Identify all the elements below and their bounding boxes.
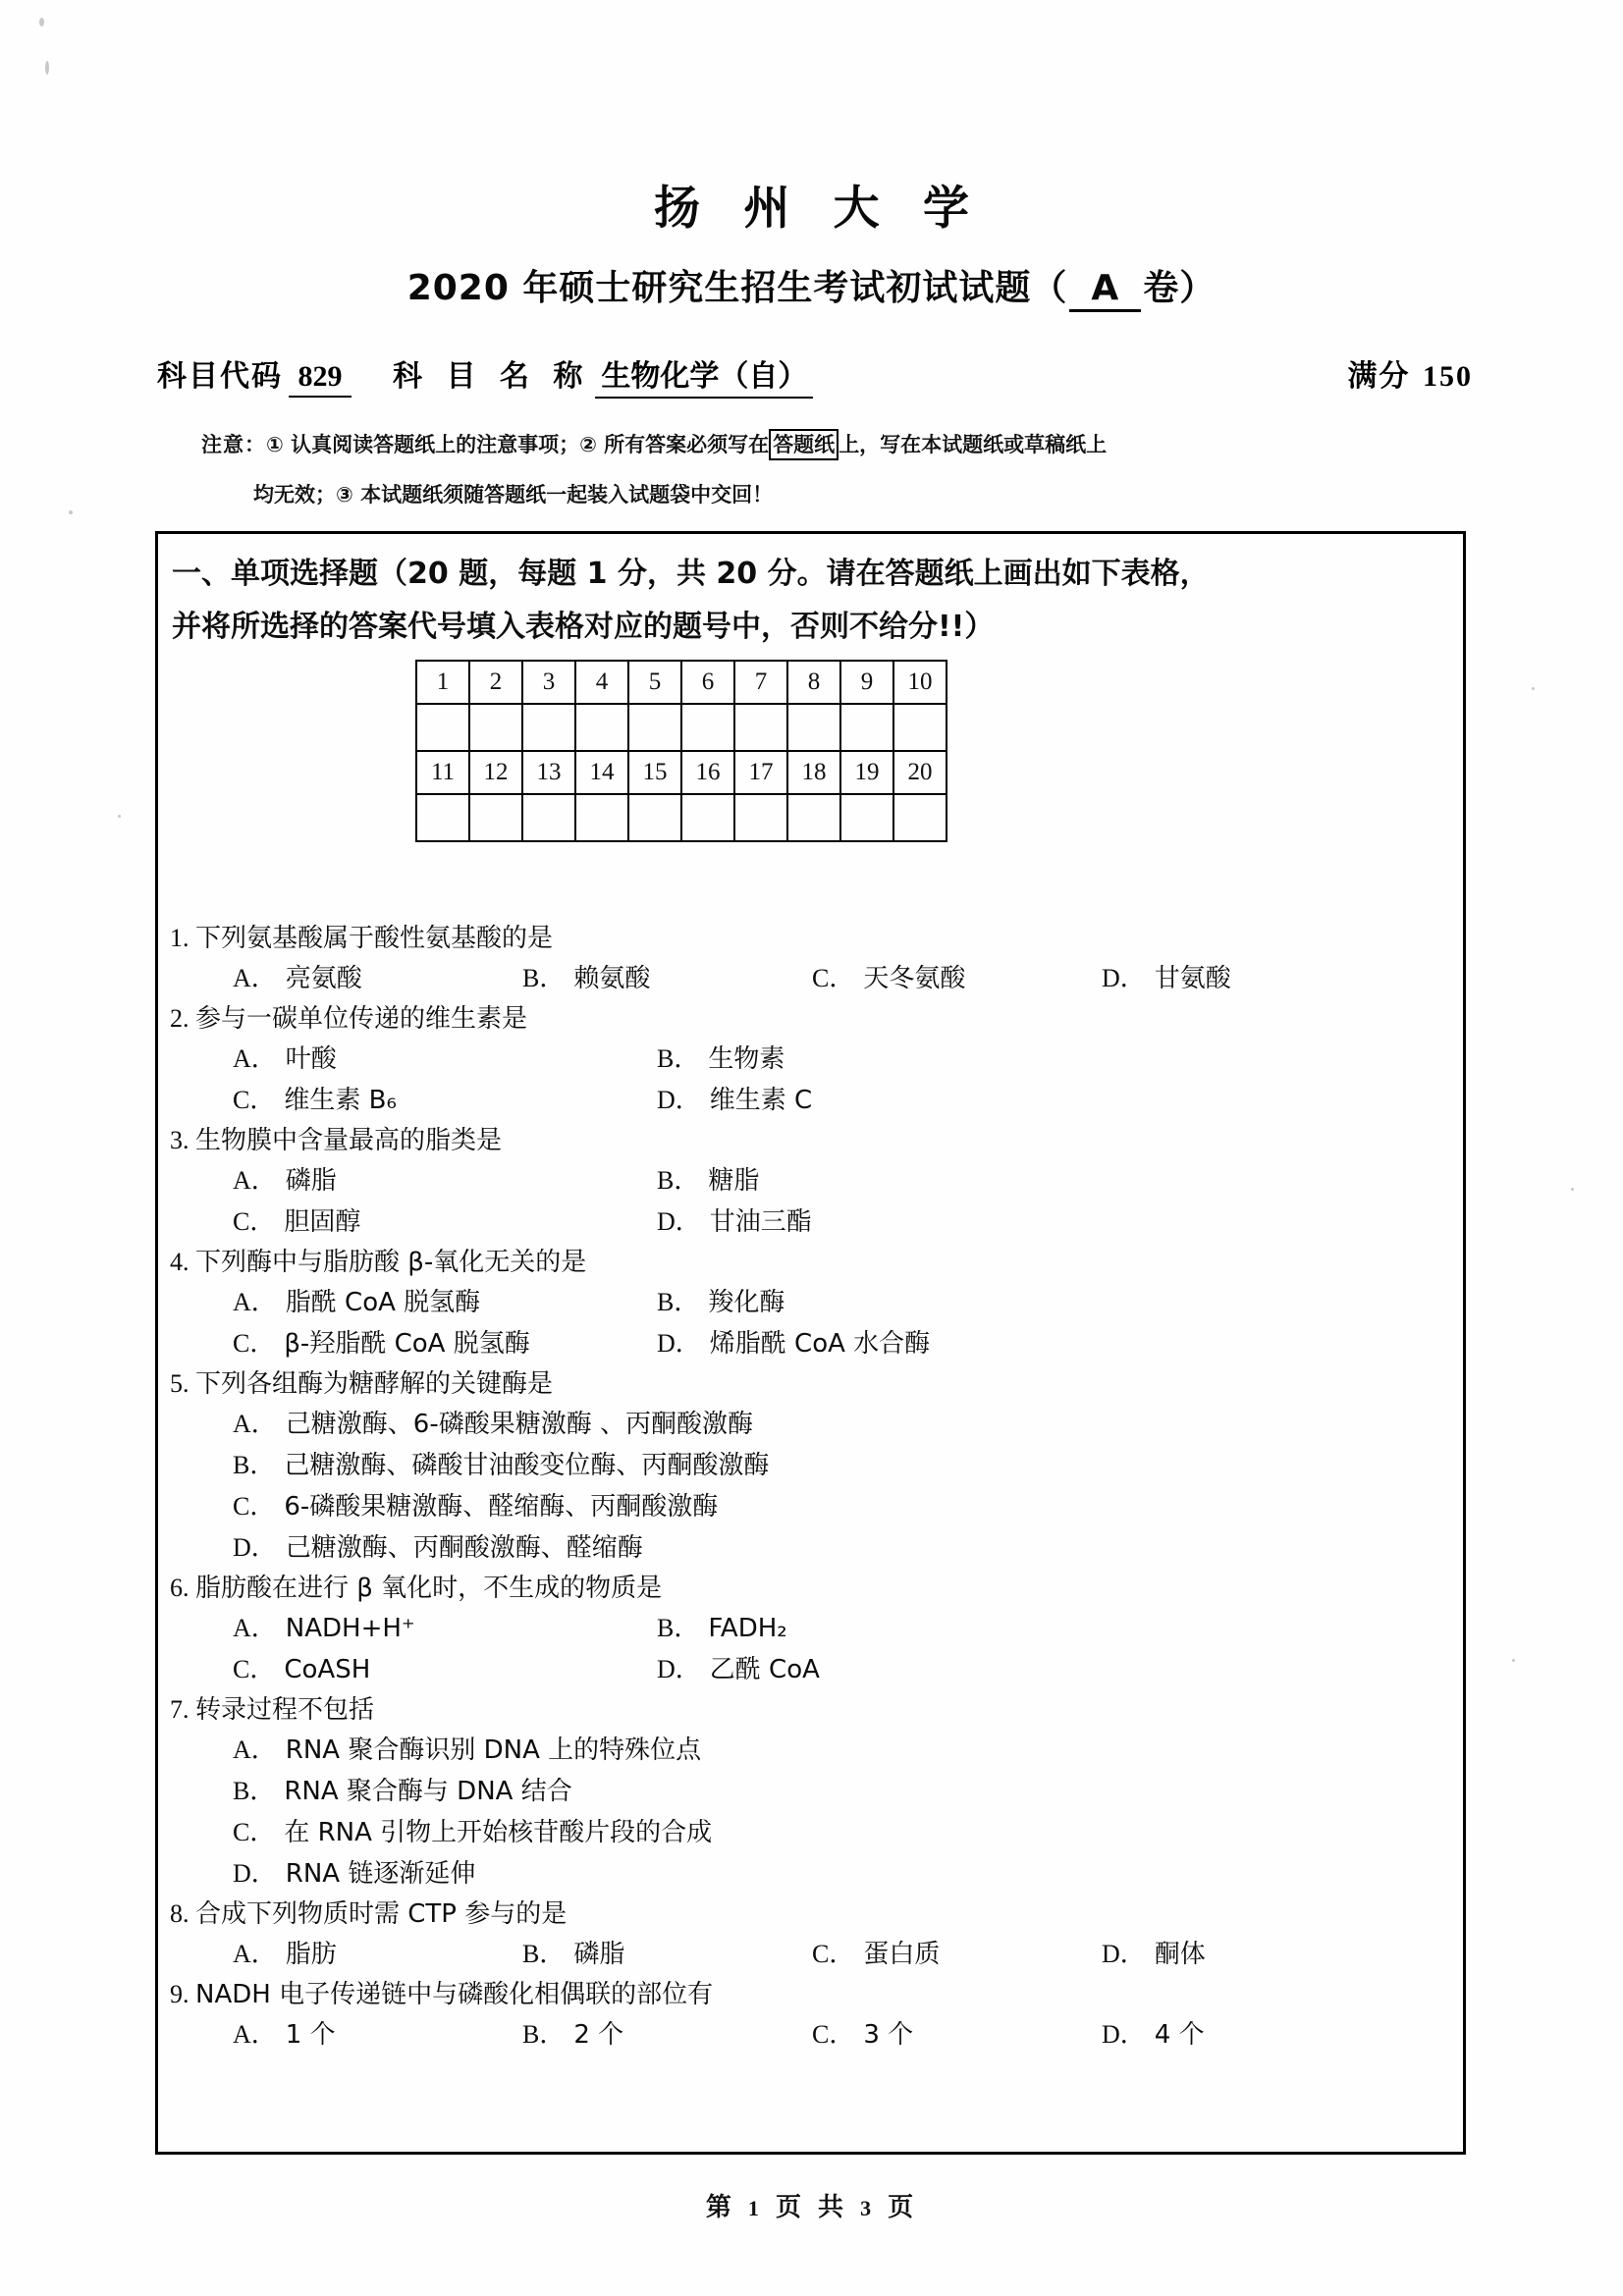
- question-option-text: 6-磷酸果糖激酶、醛缩酶、丙酮酸激酶: [284, 1492, 719, 1522]
- university-title: 扬 州 大 学: [653, 182, 984, 236]
- question-stem-text: 转录过程不包括: [195, 1695, 375, 1725]
- question-option-text: 己糖激酶、6-磷酸果糖激酶 、丙酮酸激酶: [285, 1410, 753, 1439]
- question-option[interactable]: [657, 1039, 1081, 1080]
- question-option-text: RNA 聚合酶与 DNA 结合: [284, 1777, 572, 1806]
- question-options-row: [158, 1527, 1463, 1569]
- question-option-text: 赖氨酸: [573, 964, 651, 993]
- question-option-text: 磷脂: [285, 1166, 337, 1196]
- notice-label: 注意：: [201, 433, 266, 456]
- question-item: [158, 1895, 1463, 1975]
- question-option-key: D．: [1102, 1940, 1146, 1968]
- paper-code-value: A: [1069, 268, 1141, 312]
- question-option-key: B．: [657, 1044, 700, 1073]
- question-option-text: 乙酰 CoA: [709, 1655, 820, 1684]
- question-option-text: 胆固醇: [284, 1207, 361, 1237]
- question-options-row: [158, 1080, 1463, 1121]
- answer-grid-number-cell: 4: [575, 661, 628, 704]
- table-row: [416, 661, 947, 704]
- exam-body-box: [155, 531, 1466, 2155]
- question-stem-text: NADH 电子传递链中与磷酸化相偶联的部位有: [195, 1980, 714, 2009]
- answer-grid-blank-cell: [681, 704, 734, 751]
- footer-total-pages: 3: [860, 2196, 876, 2220]
- question-option[interactable]: [233, 1445, 769, 1486]
- question-stem-text: 下列氨基酸属于酸性氨基酸的是: [195, 924, 554, 953]
- question-option[interactable]: [657, 1201, 1081, 1243]
- question-option[interactable]: [1102, 2014, 1391, 2056]
- question-item: [158, 1243, 1463, 1364]
- footer-suffix: 页: [888, 2193, 918, 2222]
- question-option-key: D．: [657, 1655, 701, 1683]
- exam-title-prefix: 2020 年硕士研究生招生考试初试试题（: [406, 268, 1068, 308]
- question-option-text: 生物素: [708, 1044, 785, 1074]
- question-options-row: [158, 1160, 1463, 1201]
- question-options-row: [158, 1039, 1463, 1080]
- table-row: [416, 794, 947, 841]
- question-stem-text: 参与一碳单位传递的维生素是: [195, 1004, 528, 1034]
- answer-grid-number-cell: 17: [734, 751, 787, 794]
- subject-info-row: [157, 351, 1473, 399]
- question-stem: [158, 1569, 1463, 1608]
- exam-title-suffix: 卷）: [1143, 268, 1217, 308]
- question-option-text: NADH+H⁺: [285, 1614, 415, 1643]
- question-item: [158, 1690, 1463, 1895]
- answer-grid-blank-cell: [575, 794, 628, 841]
- question-option[interactable]: [233, 1527, 643, 1569]
- answer-grid-body: [416, 661, 947, 841]
- table-row: [416, 751, 947, 794]
- answer-grid-number-cell: 13: [522, 751, 575, 794]
- question-stem: [158, 1364, 1463, 1404]
- question-stem-text: 生物膜中含量最高的脂类是: [195, 1126, 503, 1155]
- notice-line-1: [201, 422, 1468, 467]
- question-option[interactable]: [657, 1649, 1081, 1690]
- question-option-text: 蛋白质: [863, 1940, 941, 1969]
- question-option[interactable]: [657, 1323, 1081, 1364]
- answer-grid-blank-cell: [522, 704, 575, 751]
- subject-code-label: 科目代码: [157, 359, 283, 394]
- question-option-key: D．: [233, 1859, 277, 1888]
- question-option[interactable]: [233, 1282, 657, 1323]
- question-option-key: B．: [657, 1288, 700, 1316]
- question-option-key: B．: [657, 1166, 700, 1195]
- answer-grid-blank-cell: [628, 704, 681, 751]
- question-option-key: A．: [233, 2020, 277, 2049]
- question-stem-text: 下列酶中与脂肪酸 β-氧化无关的是: [195, 1248, 587, 1277]
- question-stem: [158, 919, 1463, 958]
- answer-grid-number-cell: 14: [575, 751, 628, 794]
- question-option-text: 己糖激酶、磷酸甘油酸变位酶、丙酮酸激酶: [284, 1451, 770, 1480]
- answer-grid-blank-cell: [893, 704, 947, 751]
- question-option[interactable]: [233, 2014, 522, 2056]
- question-option-text: 己糖激酶、丙酮酸激酶、醛缩酶: [285, 1533, 643, 1563]
- page-footer: [0, 2187, 1623, 2223]
- footer-middle: 页 共: [775, 2193, 848, 2222]
- question-option[interactable]: [1102, 1934, 1391, 1975]
- question-option-text: CoASH: [284, 1655, 371, 1684]
- question-option[interactable]: [1102, 958, 1391, 999]
- answer-grid-blank-cell: [681, 794, 734, 841]
- question-option-key: C．: [233, 1818, 276, 1846]
- question-option[interactable]: [657, 1080, 1081, 1121]
- question-option-text: 亮氨酸: [285, 964, 362, 993]
- question-option-key: B．: [522, 2020, 566, 2049]
- question-option-key: D．: [657, 1329, 701, 1358]
- question-option-text: RNA 链逐渐延伸: [285, 1859, 476, 1889]
- answer-grid-blank-cell: [734, 794, 787, 841]
- question-option-key: A．: [233, 964, 277, 992]
- question-options-row: [158, 1649, 1463, 1690]
- question-option[interactable]: [233, 1608, 657, 1649]
- question-option-key: B．: [657, 1614, 700, 1642]
- question-option-text: 2 个: [573, 2020, 624, 2050]
- answer-grid-blank-cell: [840, 704, 893, 751]
- question-option-key: D．: [1102, 964, 1146, 992]
- answer-grid-blank-cell: [893, 794, 947, 841]
- question-stem: [158, 999, 1463, 1039]
- answer-grid-number-cell: 18: [787, 751, 840, 794]
- question-option[interactable]: [657, 1282, 1081, 1323]
- notice-item-1-tail: 上，写在本试题纸或草稿纸上: [839, 433, 1108, 456]
- scan-speck: [39, 18, 44, 27]
- question-options-row: [158, 1486, 1463, 1527]
- question-option-text: 叶酸: [285, 1044, 337, 1074]
- answer-grid-blank-cell: [416, 794, 469, 841]
- section-heading-line-1: 一、单项选择题（20 题，每题 1 分，共 20 分。请在答题纸上画出如下表格，: [172, 557, 1210, 591]
- question-options-row: [158, 1730, 1463, 1771]
- question-option[interactable]: [812, 958, 1102, 999]
- scan-speck: [45, 61, 49, 75]
- full-mark-value: 150: [1423, 360, 1473, 393]
- question-option-text: FADH₂: [708, 1614, 787, 1643]
- question-option-text: 羧化酶: [708, 1288, 785, 1317]
- notice-boxed-term: 答题纸: [769, 429, 839, 460]
- answer-grid-number-cell: 20: [893, 751, 947, 794]
- question-number: 7.: [170, 1695, 195, 1724]
- question-option-text: 脂肪: [285, 1940, 337, 1969]
- answer-grid-number-cell: 11: [416, 751, 469, 794]
- section-heading-line-2: 并将所选择的答案代号填入表格对应的题号中，否则不给分!!）: [172, 610, 995, 644]
- question-option-key: C．: [812, 964, 855, 992]
- question-number: 8.: [170, 1899, 195, 1928]
- answer-grid-number-cell: 7: [734, 661, 787, 704]
- question-option-text: 糖脂: [708, 1166, 760, 1196]
- table-row: [416, 704, 947, 751]
- question-list: [158, 919, 1463, 2056]
- question-options-row: [158, 1934, 1463, 1975]
- full-mark-label: 满分: [1347, 359, 1411, 394]
- question-option-key: B．: [522, 964, 566, 992]
- question-item: [158, 1569, 1463, 1690]
- question-options-row: [158, 1323, 1463, 1364]
- scan-speck: [1512, 1659, 1515, 1662]
- question-option[interactable]: [233, 1080, 657, 1121]
- question-number: 2.: [170, 1004, 195, 1033]
- question-option-text: 天冬氨酸: [863, 964, 966, 993]
- question-stem: [158, 1895, 1463, 1934]
- question-options-row: [158, 1282, 1463, 1323]
- answer-grid-blank-cell: [787, 704, 840, 751]
- full-mark: [1348, 351, 1473, 395]
- notice-line-2: 均无效；③ 本试题纸须随答题纸一起装入试题袋中交回！: [253, 483, 774, 507]
- question-options-row: [158, 958, 1463, 999]
- question-stem: [158, 1121, 1463, 1160]
- question-option[interactable]: [233, 1486, 718, 1527]
- answer-grid-number-cell: 9: [840, 661, 893, 704]
- question-option[interactable]: [233, 1853, 475, 1895]
- answer-grid-number-cell: 8: [787, 661, 840, 704]
- question-options-row: [158, 1404, 1463, 1445]
- question-options-row: [158, 1201, 1463, 1243]
- question-option-key: A．: [233, 1735, 277, 1764]
- question-option-key: A．: [233, 1410, 277, 1438]
- question-option[interactable]: [233, 958, 522, 999]
- question-option[interactable]: [812, 1934, 1102, 1975]
- question-option-text: 磷脂: [573, 1940, 625, 1969]
- question-option[interactable]: [233, 1404, 753, 1445]
- scan-speck: [69, 510, 73, 514]
- scan-speck: [1571, 1188, 1574, 1191]
- question-item: [158, 999, 1463, 1121]
- question-option[interactable]: [233, 1730, 701, 1771]
- answer-grid-blank-cell: [522, 794, 575, 841]
- question-option-text: 维生素 B₆: [284, 1086, 397, 1115]
- question-option-key: A．: [233, 1166, 277, 1195]
- question-option-key: D．: [657, 1207, 701, 1236]
- question-option-key: C．: [233, 1655, 276, 1683]
- question-number: 1.: [170, 924, 195, 952]
- question-option[interactable]: [233, 1771, 572, 1812]
- answer-grid-number-cell: 15: [628, 751, 681, 794]
- question-option[interactable]: [233, 1323, 657, 1364]
- question-item: [158, 1364, 1463, 1569]
- question-option-text: 甘油三酯: [709, 1207, 812, 1237]
- section-heading: [172, 548, 1448, 654]
- question-stem-text: 下列各组酶为糖酵解的关键酶是: [195, 1369, 554, 1399]
- question-option-text: 烯脂酰 CoA 水合酶: [709, 1329, 931, 1359]
- question-option-key: C．: [812, 2020, 855, 2049]
- question-options-row: [158, 2014, 1463, 2056]
- question-stem-text: 合成下列物质时需 CTP 参与的是: [195, 1899, 568, 1929]
- question-option-text: 酮体: [1154, 1940, 1206, 1969]
- question-option[interactable]: [657, 1160, 1081, 1201]
- question-options-row: [158, 1853, 1463, 1895]
- answer-grid-number-cell: 5: [628, 661, 681, 704]
- question-stem: [158, 1975, 1463, 2014]
- question-options-row: [158, 1812, 1463, 1853]
- scan-speck: [1532, 687, 1535, 690]
- answer-grid-number-cell: 16: [681, 751, 734, 794]
- question-stem-text: 脂肪酸在进行 β 氧化时，不生成的物质是: [195, 1574, 663, 1603]
- question-option-key: C．: [233, 1207, 276, 1236]
- question-stem: [158, 1243, 1463, 1282]
- question-option[interactable]: [233, 1934, 522, 1975]
- answer-grid-blank-cell: [628, 794, 681, 841]
- question-number: 5.: [170, 1369, 195, 1398]
- question-number: 6.: [170, 1574, 195, 1602]
- question-item: [158, 1121, 1463, 1243]
- question-option[interactable]: [522, 958, 812, 999]
- question-item: [158, 919, 1463, 999]
- question-item: [158, 1975, 1463, 2056]
- notice-item-1: ① 认真阅读答题纸上的注意事项；② 所有答案必须写在: [266, 433, 770, 456]
- question-option[interactable]: [233, 1160, 657, 1201]
- answer-grid-number-cell: 10: [893, 661, 947, 704]
- question-option[interactable]: [657, 1608, 1081, 1649]
- question-option[interactable]: [812, 2014, 1102, 2056]
- question-option-key: D．: [233, 1533, 277, 1562]
- subject-name-value: 生物化学（自）: [595, 351, 813, 399]
- answer-grid-blank-cell: [734, 704, 787, 751]
- answer-grid-blank-cell: [575, 704, 628, 751]
- question-options-row: [158, 1445, 1463, 1486]
- question-option-key: D．: [657, 1086, 701, 1114]
- answer-grid-number-cell: 12: [469, 751, 522, 794]
- answer-grid-number-cell: 3: [522, 661, 575, 704]
- question-option-text: RNA 聚合酶识别 DNA 上的特殊位点: [285, 1735, 702, 1765]
- question-option[interactable]: [233, 1039, 657, 1080]
- question-number: 3.: [170, 1126, 195, 1154]
- footer-prefix: 第: [705, 2193, 735, 2222]
- question-option-key: A．: [233, 1614, 277, 1642]
- question-option-text: 脂酰 CoA 脱氢酶: [285, 1288, 481, 1317]
- exam-title: [0, 260, 1623, 312]
- question-option-key: A．: [233, 1044, 277, 1073]
- answer-grid-blank-cell: [840, 794, 893, 841]
- answer-grid-table: [415, 660, 947, 842]
- answer-grid-number-cell: 19: [840, 751, 893, 794]
- answer-grid-number-cell: 6: [681, 661, 734, 704]
- question-options-row: [158, 1608, 1463, 1649]
- answer-grid-blank-cell: [469, 794, 522, 841]
- question-option-key: C．: [233, 1492, 276, 1521]
- footer-page-number: 1: [747, 2196, 763, 2220]
- question-stem: [158, 1690, 1463, 1730]
- subject-code-value: 829: [289, 360, 352, 398]
- question-option[interactable]: [233, 1201, 657, 1243]
- question-option-text: 4 个: [1154, 2020, 1205, 2050]
- question-option-text: 维生素 C: [709, 1086, 813, 1115]
- question-option-key: D．: [1102, 2020, 1146, 2049]
- question-option-text: 3 个: [863, 2020, 914, 2050]
- question-option-text: 在 RNA 引物上开始核苷酸片段的合成: [284, 1818, 713, 1847]
- question-option-key: C．: [812, 1940, 855, 1968]
- question-option-text: β-羟脂酰 CoA 脱氢酶: [284, 1329, 530, 1359]
- question-number: 4.: [170, 1248, 195, 1276]
- question-option-key: C．: [233, 1329, 276, 1358]
- question-option-text: 1 个: [285, 2020, 336, 2050]
- scan-speck: [118, 815, 121, 818]
- question-option-key: B．: [522, 1940, 566, 1968]
- question-number: 9.: [170, 1980, 195, 2008]
- subject-name-label: 科 目 名 称: [393, 359, 590, 394]
- question-option-text: 甘氨酸: [1154, 964, 1231, 993]
- question-option-key: B．: [233, 1777, 276, 1805]
- question-option[interactable]: [233, 1812, 712, 1853]
- answer-grid-blank-cell: [416, 704, 469, 751]
- answer-grid-number-cell: 1: [416, 661, 469, 704]
- answer-grid-number-cell: 2: [469, 661, 522, 704]
- question-option[interactable]: [522, 2014, 812, 2056]
- answer-grid-blank-cell: [787, 794, 840, 841]
- question-option[interactable]: [233, 1649, 657, 1690]
- question-options-row: [158, 1771, 1463, 1812]
- question-option-key: C．: [233, 1086, 276, 1114]
- question-option-key: A．: [233, 1288, 277, 1316]
- question-option-key: A．: [233, 1940, 277, 1968]
- question-option[interactable]: [522, 1934, 812, 1975]
- answer-grid-blank-cell: [469, 704, 522, 751]
- question-option-key: B．: [233, 1451, 276, 1479]
